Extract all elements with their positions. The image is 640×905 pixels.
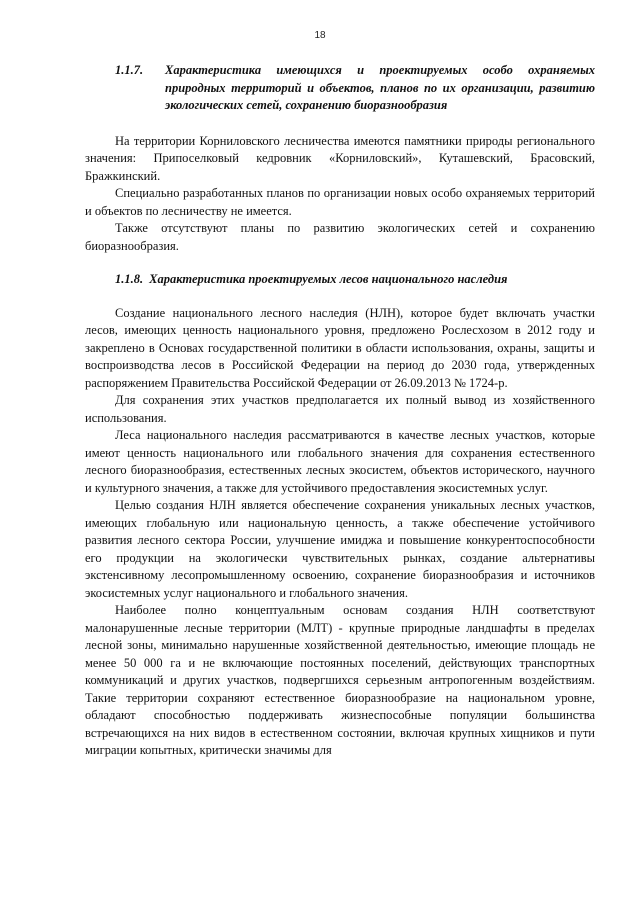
paragraph: Специально разработанных планов по организации новых особо охраняемых территорий и объектов по лесничеству не имеется. <box>85 186 595 218</box>
section-heading-1-1-7 <box>85 62 595 115</box>
page-number: 18 <box>314 30 326 41</box>
paragraph: Леса национального наследия рассматриваются в качестве лесных участков, которые имеют ценность национального или глобального значения для сохранения естественного лесного биоразнообразия, естественных лесных экосистем, объектов исторического, научного и культурного значения, а также для устойчивого предоставления экосистемных услуг. <box>85 428 595 495</box>
section-heading-1-1-8 <box>85 271 595 289</box>
document-body <box>85 62 595 760</box>
section-title: Характеристика проектируемых лесов национального наследия <box>149 272 508 286</box>
paragraph: Целью создания НЛН является обеспечение сохранения уникальных лесных участков, имеющих глобальную или национальную ценность, а также обеспечение устойчивого развития лесного сектора России, улучшение имиджа и повышение конкурентоспособности его продукции на экологически чувствительных рынках, создание альтернативы экстенсивному лесопромышленному освоению, сохранение биоразнообразия и источников экосистемных услуг национального и глобального значения. <box>85 498 595 600</box>
section-number: 1.1.8. <box>115 272 144 286</box>
paragraph: Для сохранения этих участков предполагается их полный вывод из хозяйственного использования. <box>85 393 595 425</box>
section-title: Характеристика имеющихся и проектируемых особо охраняемых природных территорий и объектов, планов по их организации, развитию экологических сетей, сохранению биоразнообразия <box>165 63 595 112</box>
paragraph: Создание национального лесного наследия (НЛН), которое будет включать участки лесов, имеющих ценность национального уровня, предложено Рослесхозом в 2012 году и закреплено в Основах государственной политики в области использования, охраны, защиты и воспроизводства лесов в Российской Федерации на период до 2030 года, утвержденных распоряжением Правительства Российской Федерации от 26.09.2013 № 1724-р. <box>85 305 595 390</box>
paragraph: Наиболее полно концептуальным основам создания НЛН соответствуют малонарушенные лесные территории (МЛТ) - крупные природные ландшафты в пределах лесной зоны, минимально нарушенные хозяйственной деятельностью, имеющие площадь не менее 50 000 га и не включающие постоянных поселений, действующих транспортных коммуникаций и других участков, подвергшихся серьезным антропогенным воздействиям. Такие территории сохраняют естественное биоразнообразие на национальном уровне, обладают способностью поддерживать жизнеспособные популяции большинства встречающихся на них видов в естественном состоянии, включая крупных хищников и пути миграции копытных, критически значимы для <box>85 603 595 757</box>
paragraph: Также отсутствуют планы по развитию экологических сетей и сохранению биоразнообразия. <box>85 221 595 253</box>
paragraph: На территории Корниловского лесничества имеются памятники природы регионального значения: Припоселковый кедровник «Корниловский», Куташевский, Брасовский, Бражкинский. <box>85 133 595 183</box>
section-number: 1.1.7. <box>115 63 144 77</box>
